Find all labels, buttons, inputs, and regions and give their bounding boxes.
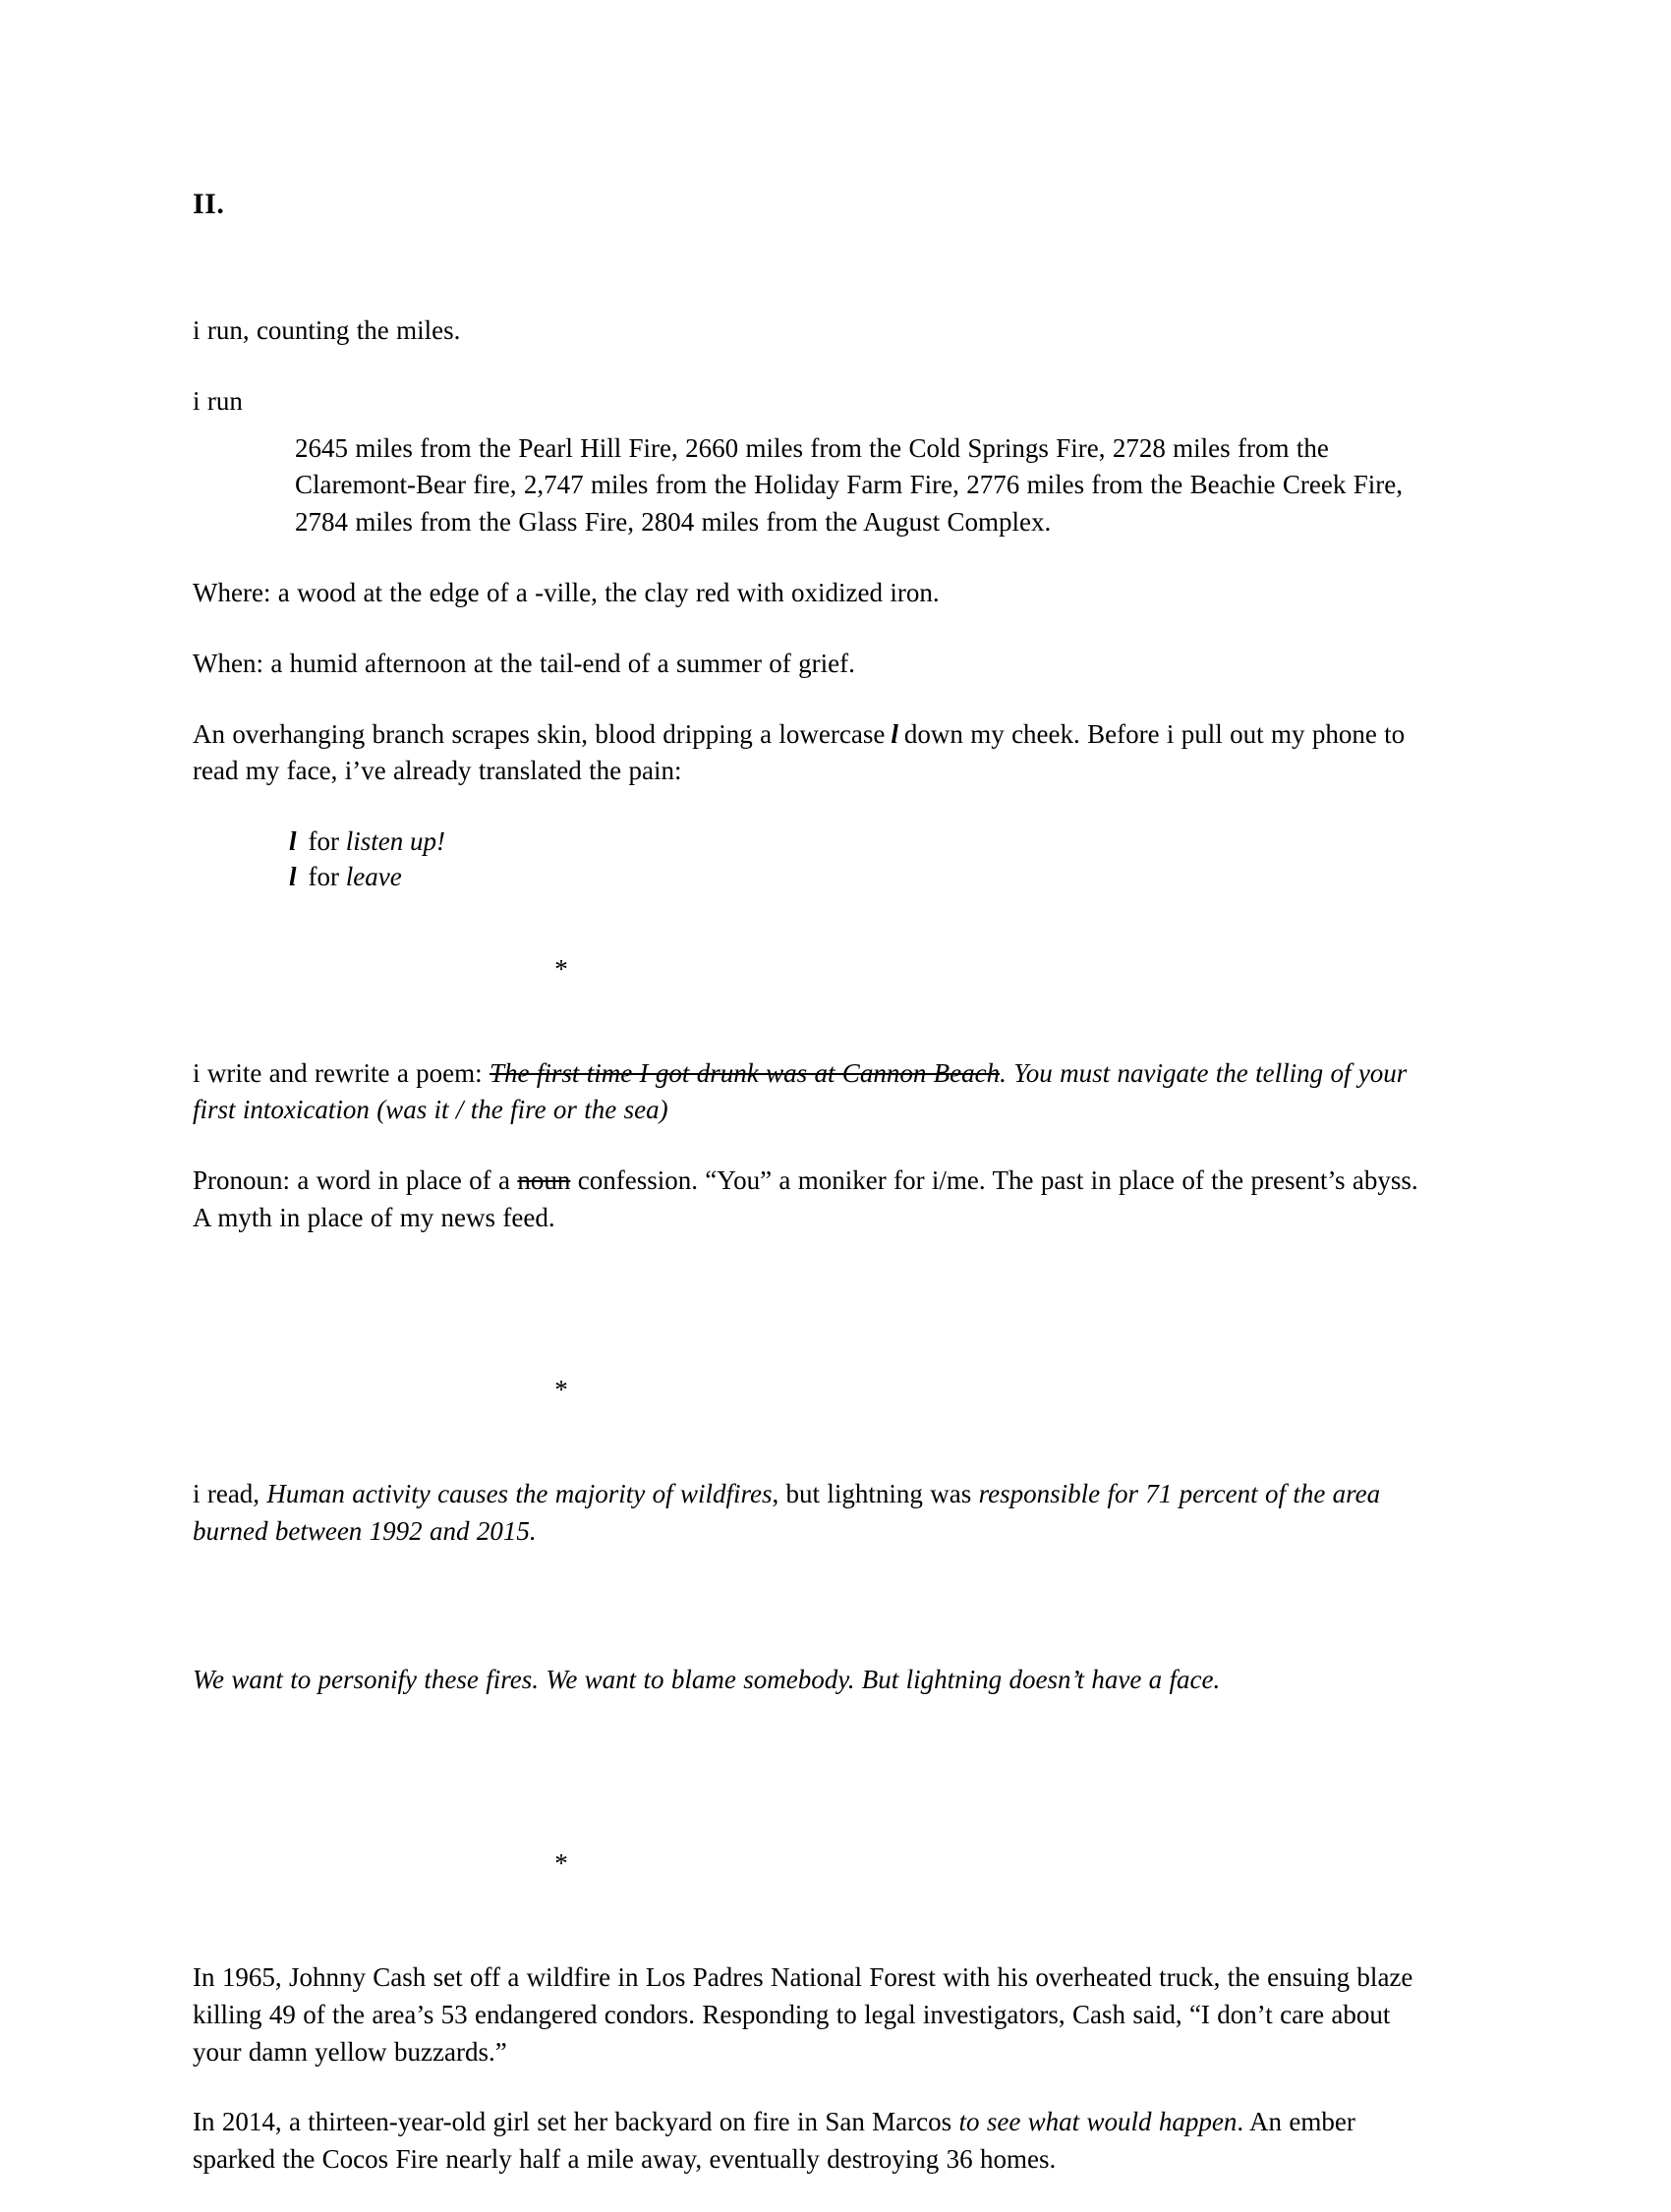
gloss-for-word: for: [308, 862, 339, 892]
paragraph-poem: [193, 1055, 1441, 1130]
section-separator-asterisk-3: *: [554, 1848, 568, 1879]
pronoun-struck-word: noun: [517, 1165, 571, 1196]
pronoun-text-after: confession. “You” a moniker for i/me. The past in place of the present’s abyss. A myth in place of my news feed.: [193, 1165, 1418, 1232]
gloss-line-leave: [289, 859, 1441, 894]
section-separator-asterisk-2: *: [554, 1374, 568, 1404]
pronoun-text-before: Pronoun: a word in place of a: [193, 1165, 511, 1196]
paragraph-cocos-fire: [193, 2104, 1441, 2179]
spacer: [193, 1732, 1441, 1850]
spacer: [193, 1877, 1441, 1959]
gloss-letter-icon: l: [289, 862, 297, 892]
section-number-heading: II.: [193, 188, 225, 220]
spacer: [193, 895, 1441, 956]
paragraph-pronoun: [193, 1163, 1441, 1237]
read-quote-lightning-stat: responsible for 71 percent of the area burned between 1992 and 2015.: [193, 1478, 1381, 1546]
cocos-italic-phrase: to see what would happen: [958, 2107, 1238, 2137]
paragraph-personify: [193, 1662, 1441, 1699]
paragraph-i-run: i run: [193, 385, 243, 416]
paragraph-intro-run: i run, counting the miles.: [193, 315, 461, 345]
cocos-text-after: . An ember sparked the Cocos Fire nearly half a mile away, eventually destroying 36 homes.: [193, 2107, 1355, 2175]
gloss-meaning-leave: leave: [345, 862, 402, 892]
gloss-block: [193, 823, 1441, 894]
paragraph-johnny-cash: In 1965, Johnny Cash set off a wildfire in Los Padres National Forest with his overheated truck, the ensuing blaze killing 49 of the area’s 53 endangered condors. Responding to legal investigators, Cash said, “I don’t care about your damn yellow buzzards.”: [193, 1962, 1413, 2067]
paragraph-when: When: a humid afternoon at the tail-end of a summer of grief.: [193, 648, 855, 678]
mileage-list-block: 2645 miles from the Pearl Hill Fire, 2660 miles from the Cold Springs Fire, 2728 miles from the Claremont-Bear fire, 2,747 miles from the Holiday Farm Fire, 2776 miles from the Beachie Creek Fire, 2784 miles from the Glass Fire, 2804 miles from the August Complex.: [295, 432, 1403, 538]
poem-struck-line: The first time I got drunk was at Cannon Beach: [490, 1057, 1001, 1088]
paragraph-where: Where: a wood at the edge of a -ville, the clay red with oxidized iron.: [193, 577, 940, 607]
branch-text-after: down my cheek. Before i pull out my phone to read my face, i’ve already translated the pain:: [193, 718, 1406, 786]
page-content: [193, 187, 1441, 2212]
spacer: [193, 1403, 1441, 1476]
spacer: [193, 1271, 1441, 1377]
poem-italic-remainder: . You must navigate the telling of your first intoxication (was it / the fire or the sea): [193, 1057, 1408, 1125]
read-quote-human-activity: Human activity causes the majority of wildfires: [266, 1478, 773, 1508]
paragraph-wildfire-stats: [193, 1476, 1441, 1551]
spacer: [193, 983, 1441, 1055]
read-lead-text: i read,: [193, 1478, 260, 1508]
section-separator-asterisk-1: *: [554, 953, 568, 984]
cocos-text-before: In 2014, a thirteen-year-old girl set her backyard on fire in San Marcos: [193, 2107, 952, 2137]
poem-lead-text: i write and rewrite a poem:: [193, 1057, 483, 1088]
gloss-letter-icon: l: [289, 826, 297, 857]
gloss-meaning-listen: listen up!: [345, 826, 445, 857]
read-middle-text: , but lightning was: [772, 1478, 972, 1508]
spacer: [193, 1583, 1441, 1662]
gloss-for-word: for: [308, 826, 339, 857]
personify-italic-text: We want to personify these fires. We want to blame somebody. But lightning doesn’t have a face.: [193, 1665, 1221, 1695]
paragraph-branch: [193, 716, 1441, 791]
branch-text-before: An overhanging branch scrapes skin, blood dripping a lowercase: [193, 718, 886, 749]
lowercase-l-glyph: l: [891, 718, 898, 749]
gloss-line-listen: [289, 823, 1441, 859]
